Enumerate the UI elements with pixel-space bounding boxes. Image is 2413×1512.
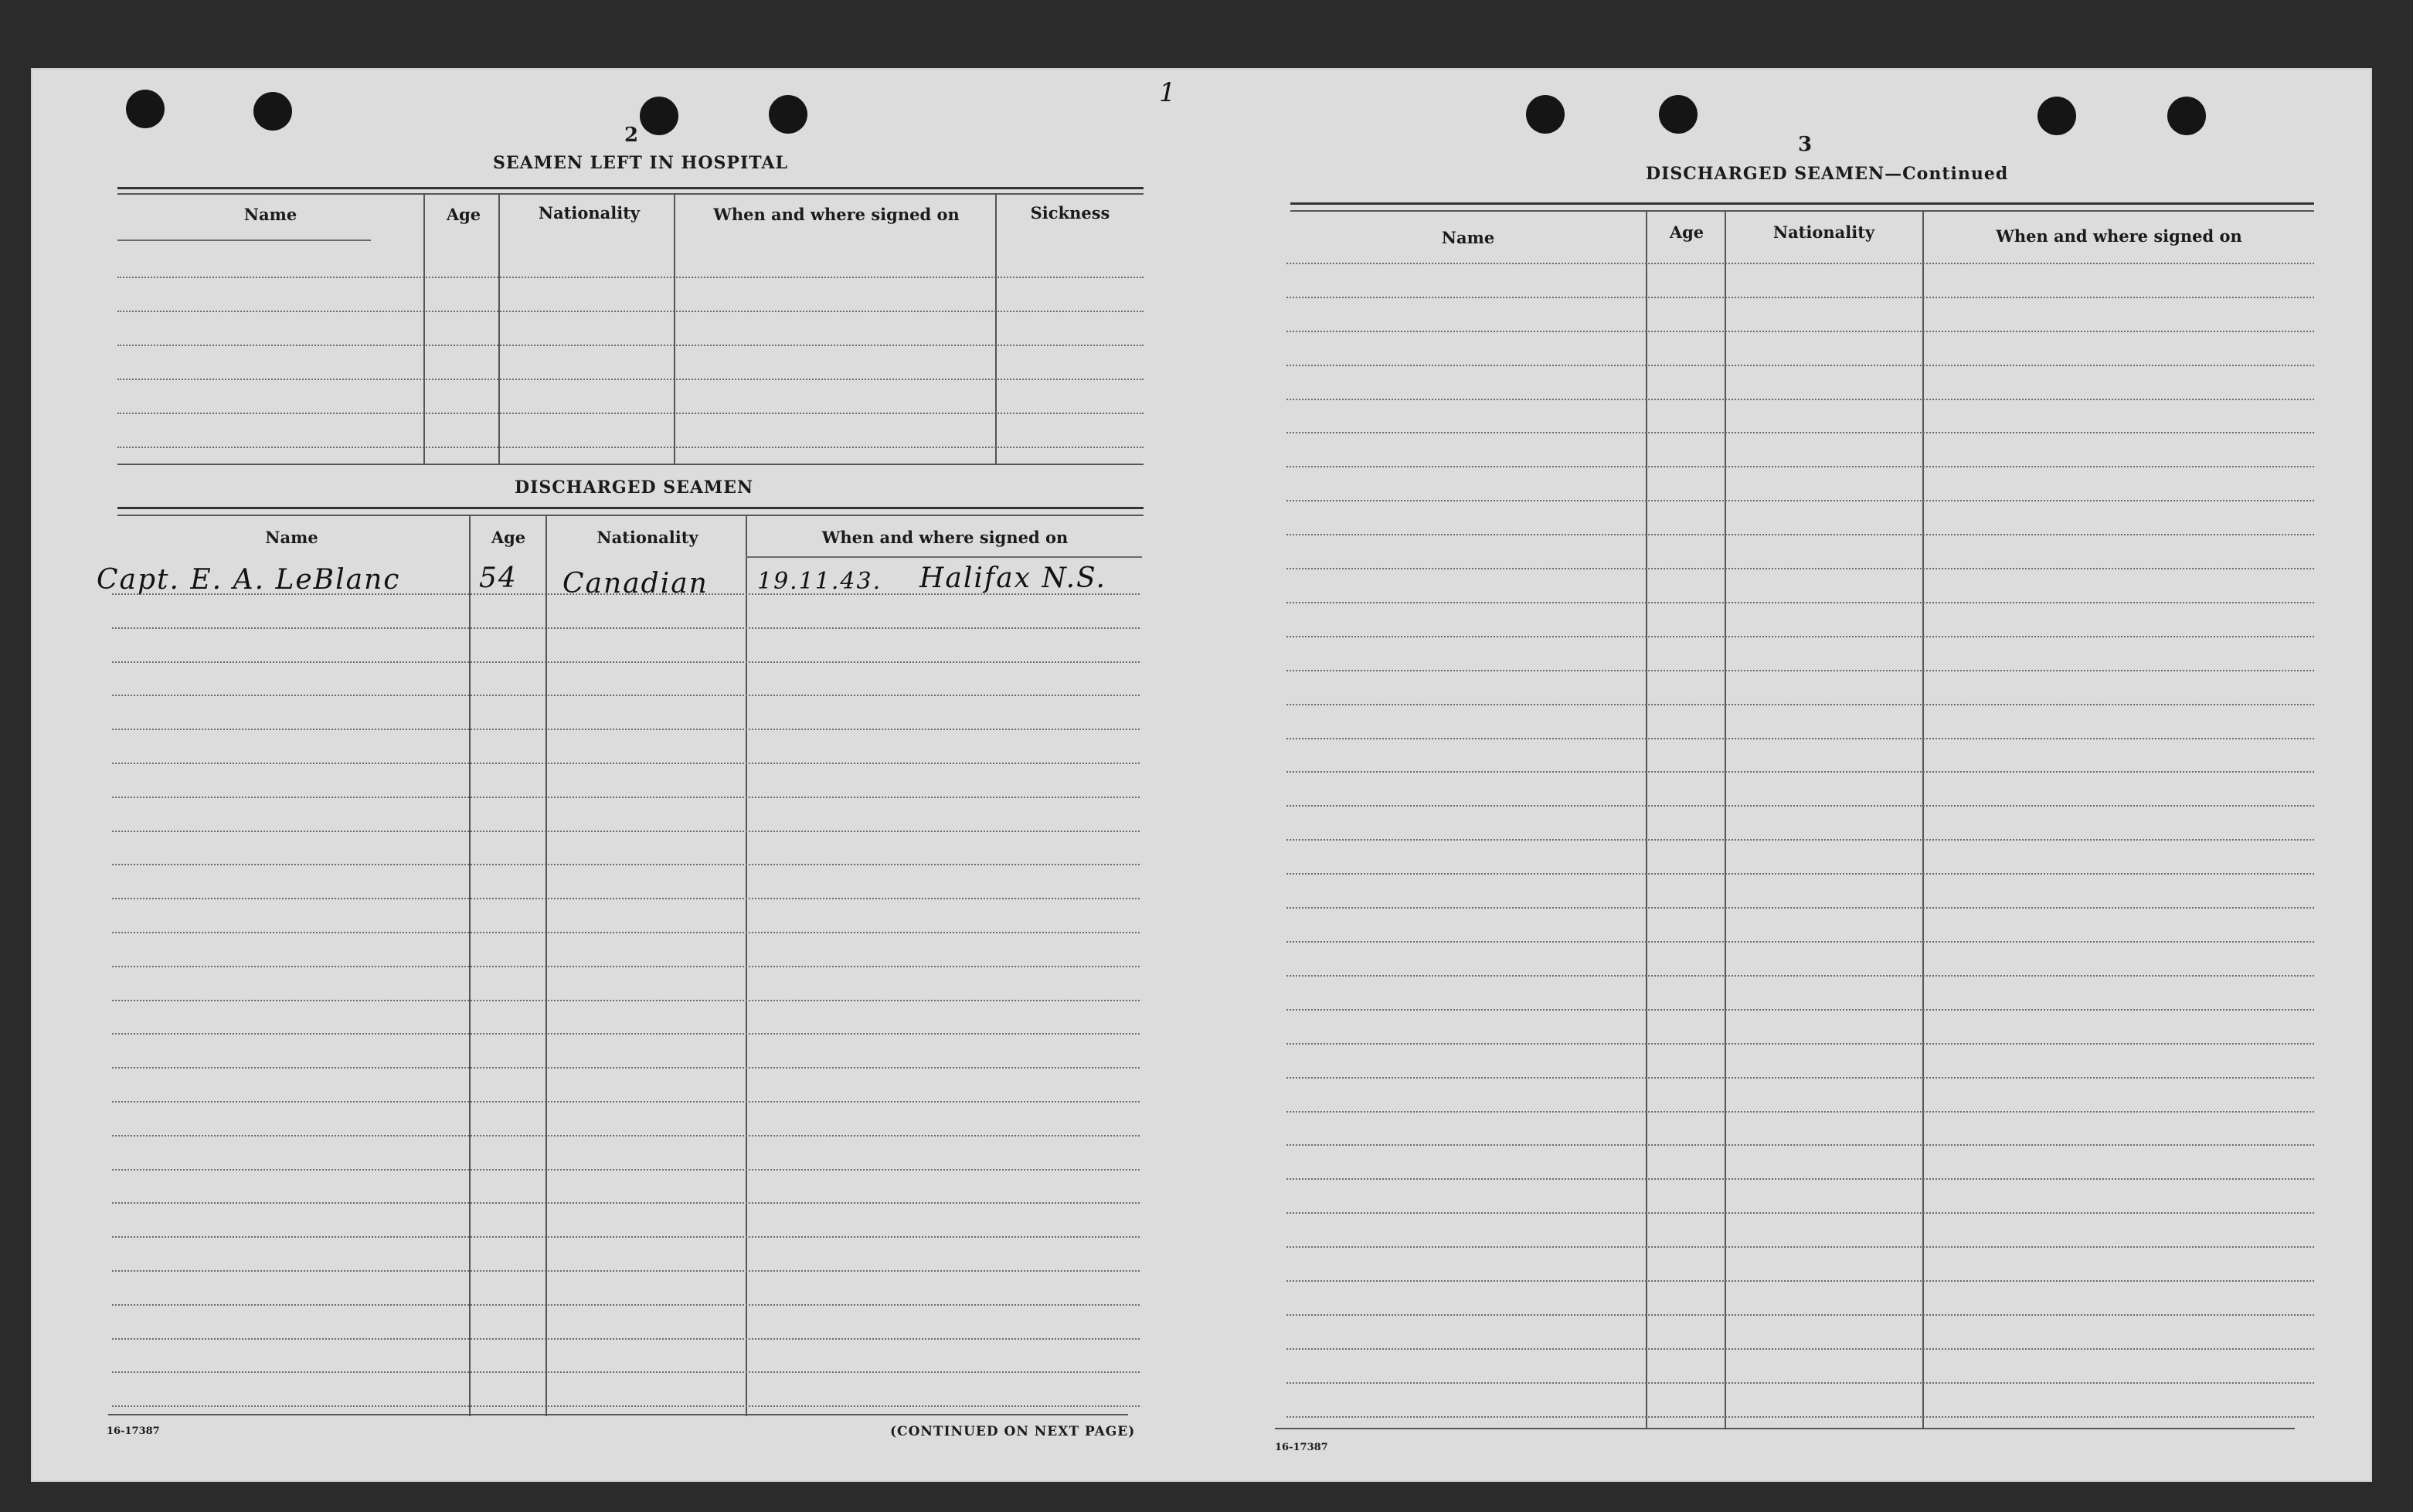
- discharged-entry-place: Halifax N.S.: [919, 562, 1106, 594]
- ledger-row-line: [112, 661, 1140, 663]
- ledger-row-line: [1286, 1111, 2314, 1113]
- hospital-col-sickness: Sickness: [1030, 203, 1110, 223]
- discharged-col-age: Age: [491, 528, 526, 547]
- hospital-col-name: Name: [243, 205, 297, 224]
- ledger-row-line: [112, 831, 1140, 832]
- rule: [108, 1414, 1128, 1415]
- binder-hole: [640, 97, 678, 135]
- discharged-entry-nationality: Canadian: [562, 568, 709, 600]
- rule: [117, 187, 1144, 189]
- ledger-row-line: [112, 729, 1140, 730]
- binder-hole: [2037, 97, 2076, 135]
- ledger-row-line: [1286, 704, 2314, 705]
- rule: [117, 515, 1144, 516]
- hospital-col-signed-on: When and where signed on: [713, 205, 960, 224]
- discharged-col-name: Name: [265, 528, 318, 547]
- rule: [1275, 1428, 2295, 1429]
- binder-hole: [1659, 95, 1698, 134]
- ledger-row-line: [1286, 1246, 2314, 1248]
- ledger-row-line: [1286, 907, 2314, 909]
- ledger-row-line: [1286, 432, 2314, 433]
- ledger-row-line: [112, 898, 1140, 899]
- hospital-divider: [498, 193, 500, 464]
- ledger-row-line: [1286, 839, 2314, 841]
- ledger-row-line: [1286, 500, 2314, 501]
- hospital-col-nationality: Nationality: [538, 203, 641, 223]
- hospital-row-line: [117, 311, 1144, 312]
- hospital-row-line: [117, 345, 1144, 346]
- ledger-row-line: [112, 932, 1140, 933]
- ledger-row-line: [1286, 602, 2314, 603]
- right-col-name: Name: [1441, 228, 1495, 247]
- ledger-row-line: [1286, 670, 2314, 671]
- hospital-row-line: [117, 379, 1144, 380]
- discharged-entry-age: 54: [479, 562, 518, 594]
- rule: [117, 507, 1144, 509]
- hospital-col-age: Age: [446, 205, 481, 224]
- ledger-row-line: [1286, 331, 2314, 332]
- left-form-code: 16-17387: [107, 1425, 160, 1437]
- ledger-row-line: [1286, 941, 2314, 943]
- discharged-entry-date: 19.11.43.: [757, 568, 882, 595]
- ledger-row-line: [1286, 568, 2314, 569]
- left-page-number: 2: [624, 124, 639, 147]
- ledger-row-line: [1286, 873, 2314, 875]
- ledger-row-line: [112, 966, 1140, 967]
- right-col-signed-on: When and where signed on: [1996, 226, 2242, 246]
- rule: [117, 193, 1144, 195]
- rule: [1290, 202, 2314, 205]
- hospital-divider: [995, 193, 997, 464]
- ledger-row-line: [1286, 263, 2314, 264]
- ledger-row-line: [112, 627, 1140, 629]
- discharged-col-nationality: Nationality: [596, 528, 698, 547]
- ledger-row-line: [1286, 466, 2314, 467]
- ledger-row-line: [1286, 399, 2314, 400]
- ledger-row-line: [1286, 805, 2314, 807]
- ledger-row-line: [112, 1202, 1140, 1204]
- hospital-section-title: SEAMEN LEFT IN HOSPITAL: [493, 153, 788, 173]
- ledger-row-line: [1286, 975, 2314, 977]
- discharged-section-title: DISCHARGED SEAMEN: [515, 477, 754, 498]
- binder-hole: [2167, 97, 2206, 135]
- rule: [1290, 210, 2314, 212]
- top-mark: 1: [1159, 77, 1178, 108]
- discharged-col-signed-on: When and where signed on: [821, 528, 1069, 547]
- hospital-row-line: [117, 413, 1144, 414]
- ledger-row-line: [1286, 1314, 2314, 1316]
- rule: [117, 464, 1144, 465]
- ledger-row-line: [112, 593, 1140, 595]
- ledger-row-line: [112, 1270, 1140, 1272]
- ledger-row-line: [1286, 1043, 2314, 1045]
- ledger-row-line: [1286, 365, 2314, 366]
- ledger-row-line: [1286, 1212, 2314, 1214]
- right-form-code: 16-17387: [1275, 1442, 1328, 1453]
- ledger-row-line: [1286, 1280, 2314, 1282]
- ledger-row-line: [1286, 1382, 2314, 1384]
- binder-hole: [253, 92, 292, 131]
- hospital-row-line: [117, 277, 1144, 278]
- ledger-row-line: [112, 1169, 1140, 1171]
- hospital-row-line: [117, 447, 1144, 448]
- right-col-age: Age: [1669, 223, 1704, 242]
- ledger-row-line: [1286, 1144, 2314, 1146]
- ledger-row-line: [112, 1338, 1140, 1340]
- right-section-title: DISCHARGED SEAMEN—Continued: [1646, 164, 2009, 184]
- discharged-header-rule: [746, 556, 1142, 558]
- ledger-row-line: [112, 1371, 1140, 1373]
- ledger-row-line: [112, 864, 1140, 865]
- binder-hole: [1526, 95, 1565, 134]
- ledger-row-line: [112, 1405, 1140, 1407]
- ledger-row-line: [1286, 1416, 2314, 1418]
- ledger-row-line: [1286, 636, 2314, 637]
- right-page-number: 3: [1798, 133, 1813, 156]
- ledger-row-line: [1286, 738, 2314, 739]
- ledger-row-line: [112, 1033, 1140, 1035]
- ledger-row-line: [1286, 1178, 2314, 1180]
- ledger-row-line: [112, 1304, 1140, 1306]
- right-col-nationality: Nationality: [1772, 223, 1875, 242]
- binder-hole: [769, 95, 807, 134]
- ledger-row-line: [112, 1067, 1140, 1069]
- hospital-divider: [674, 193, 675, 464]
- ledger-row-line: [112, 763, 1140, 764]
- ledger-row-line: [112, 1135, 1140, 1137]
- discharged-entry-name: Capt. E. A. LeBlanc: [97, 564, 401, 596]
- ledger-row-line: [112, 1101, 1140, 1103]
- ledger-row-line: [1286, 1348, 2314, 1350]
- hospital-row-line: [117, 240, 371, 241]
- ledger-row-line: [1286, 1077, 2314, 1079]
- ledger-row-line: [1286, 1009, 2314, 1011]
- binder-hole: [126, 90, 165, 128]
- continued-note: (CONTINUED ON NEXT PAGE): [890, 1424, 1136, 1439]
- ledger-row-line: [112, 695, 1140, 696]
- ledger-row-line: [112, 1236, 1140, 1238]
- ledger-row-line: [1286, 297, 2314, 298]
- ledger-row-line: [112, 797, 1140, 798]
- hospital-divider: [423, 193, 425, 464]
- ledger-row-line: [1286, 771, 2314, 773]
- ledger-row-line: [1286, 534, 2314, 535]
- ledger-row-line: [112, 1000, 1140, 1001]
